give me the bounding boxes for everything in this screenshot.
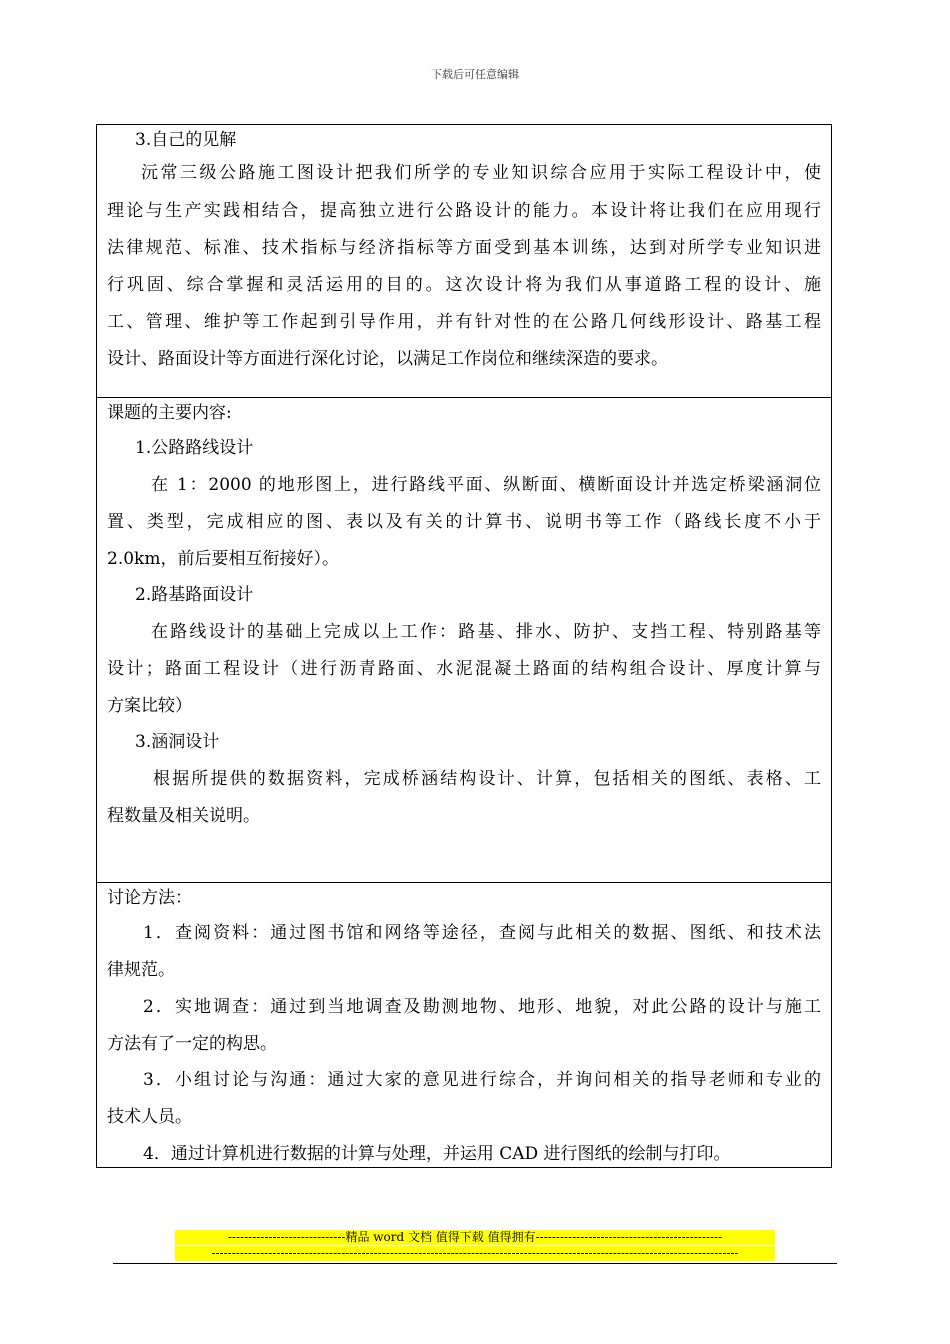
- footer-rule: [113, 1263, 837, 1264]
- item-heading: 3.涵洞设计: [135, 732, 220, 752]
- item-line: 在 1：2000 的地形图上，进行路线平面、纵断面、横断面设计并选定桥梁涵洞位: [151, 475, 821, 495]
- main-content-title: 课题的主要内容:: [107, 403, 232, 423]
- item-line: 置、类型，完成相应的图、表以及有关的计算书、说明书等工作（路线长度不小于: [107, 512, 821, 532]
- method-line: 方法有了一定的构思。: [107, 1034, 277, 1054]
- item-heading: 1.公路路线设计: [135, 438, 254, 458]
- item-line: 2.0km，前后要相互衔接好）。: [107, 549, 339, 569]
- opinion-heading: 3.自己的见解: [135, 130, 237, 150]
- method-line: 技术人员。: [107, 1107, 192, 1127]
- methods-cell: [97, 882, 831, 1169]
- item-line: 方案比较）: [107, 696, 192, 716]
- footer-dashes: ----------------------------------------------------------------------------------------------------------------------------------: [175, 1246, 775, 1261]
- method-line: 律规范。: [107, 960, 175, 980]
- methods-title: 讨论方法：: [107, 888, 192, 908]
- page-header: 下载后可任意编辑: [431, 68, 519, 81]
- method-line: 2．实地调查：通过到当地调查及勘测地物、地形、地貌，对此公路的设计与施工: [143, 997, 821, 1017]
- content-table: [96, 124, 832, 1168]
- opinion-cell: [97, 125, 831, 398]
- opinion-line: 理论与生产实践相结合，提高独立进行公路设计的能力。本设计将让我们在应用现行: [107, 201, 821, 221]
- footer-banner: -----------------------------精品 word 文档 值得下载 值得拥有----------------------------------------------: [175, 1230, 775, 1245]
- opinion-line: 沅常三级公路施工图设计把我们所学的专业知识综合应用于实际工程设计中，使: [141, 163, 821, 183]
- item-line: 在路线设计的基础上完成以上工作：路基、排水、防护、支挡工程、特别路基等: [151, 622, 821, 642]
- item-heading: 2.路基路面设计: [135, 585, 254, 605]
- item-line: 程数量及相关说明。: [107, 806, 260, 826]
- method-line: 3．小组讨论与沟通：通过大家的意见进行综合，并询问相关的指导老师和专业的: [143, 1070, 821, 1090]
- item-line: 根据所提供的数据资料，完成桥涵结构设计、计算，包括相关的图纸、表格、工: [153, 769, 821, 789]
- main-content-cell: [97, 397, 831, 883]
- item-line: 设计；路面工程设计（进行沥青路面、水泥混凝土路面的结构组合设计、厚度计算与: [107, 659, 821, 679]
- opinion-line: 法律规范、标准、技术指标与经济指标等方面受到基本训练，达到对所学专业知识进: [107, 238, 821, 258]
- method-line: 1．查阅资料：通过图书馆和网络等途径，查阅与此相关的数据、图纸、和技术法: [143, 923, 821, 943]
- method-line: 4．通过计算机进行数据的计算与处理，并运用 CAD 进行图纸的绘制与打印。: [143, 1144, 731, 1164]
- opinion-line: 行巩固、综合掌握和灵活运用的目的。这次设计将为我们从事道路工程的设计、施: [107, 275, 821, 295]
- opinion-line: 设计、路面设计等方面进行深化讨论，以满足工作岗位和继续深造的要求。: [107, 349, 668, 369]
- opinion-line: 工、管理、维护等工作起到引导作用，并有针对性的在公路几何线形设计、路基工程: [107, 312, 821, 332]
